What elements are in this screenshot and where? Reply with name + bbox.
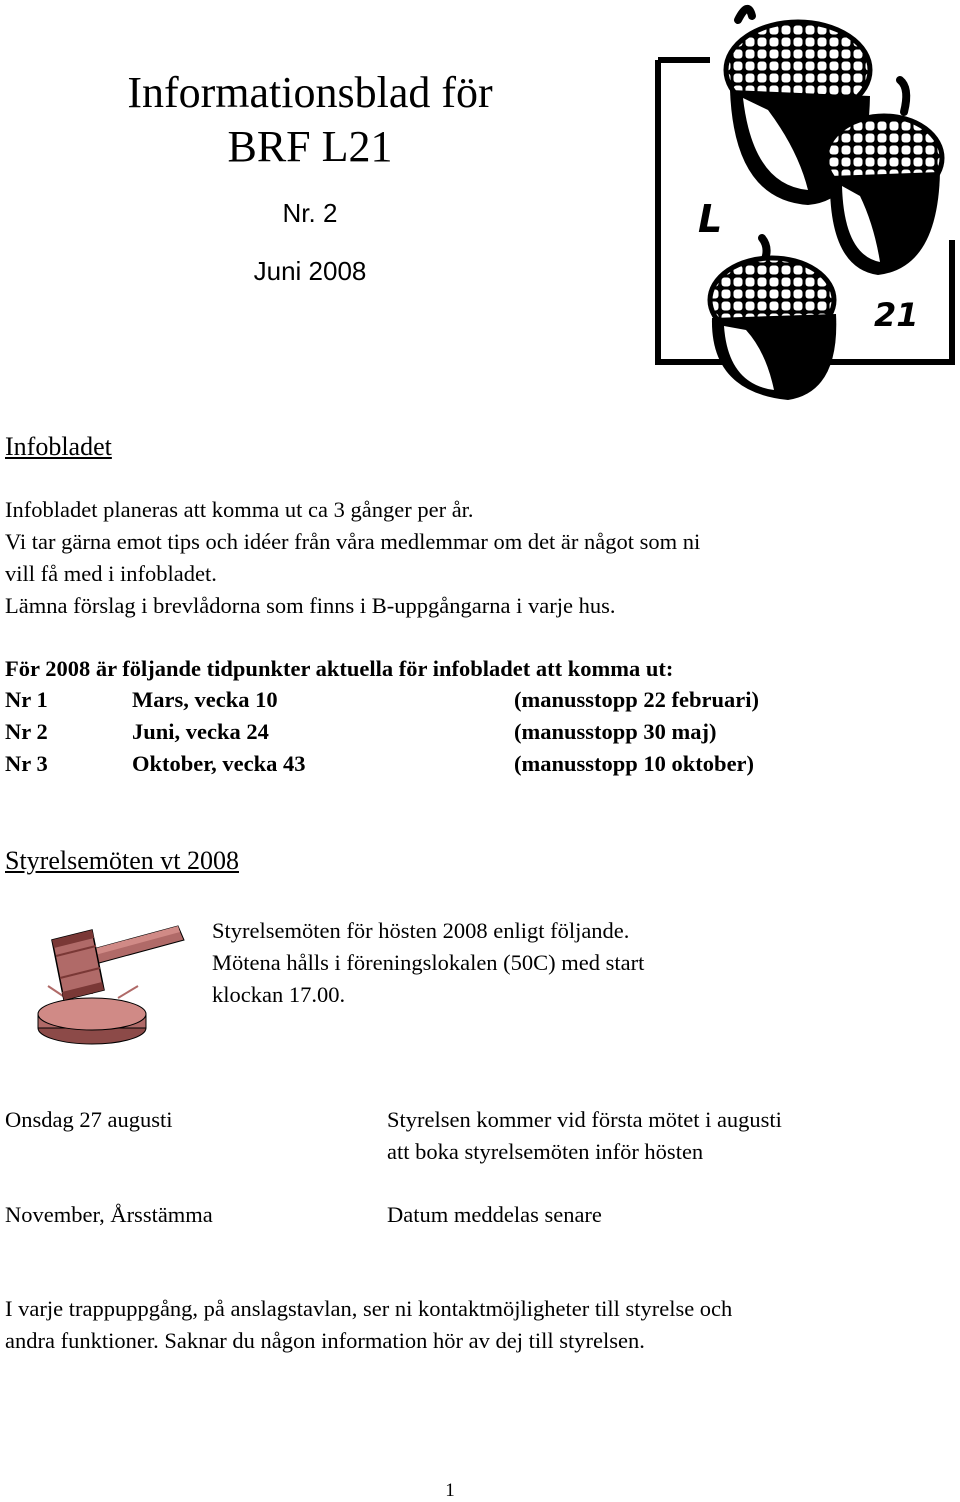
meeting-description [387,1199,602,1231]
styrelse-intro-line: Mötena hålls i föreningslokalen (50C) med start [212,950,645,975]
contact-paragraph [5,1293,732,1357]
header [60,66,560,174]
infobladet-heading: Infobladet [5,432,112,461]
meeting-description-line: Styrelsen kommer vid första mötet i augusti [387,1107,782,1132]
title-line-1: Informationsblad för [127,68,493,117]
infobladet-line: Vi tar gärna emot tips och idéer från våra medlemmar om det är något som ni [5,529,701,554]
page-title [60,66,560,174]
styrelse-intro-line: klockan 17.00. [212,982,346,1007]
infobladet-line: vill få med i infobladet. [5,561,217,586]
title-line-2: BRF L21 [227,122,393,171]
acorns-logo [648,0,960,412]
meeting-description-line: att boka styrelsemöten inför hösten [387,1139,704,1164]
meeting-description [387,1104,782,1168]
acorns-logo-icon [648,0,960,412]
infobladet-paragraph [5,494,700,622]
schedule-deadline: (manusstopp 10 oktober) [514,751,755,776]
contact-line: I varje trappuppgång, på anslagstavlan, ser ni kontaktmöjligheter till styrelse och [5,1296,733,1321]
issue-number: Nr. 2 [282,198,338,228]
contact-line: andra funktioner. Saknar du någon information hör av dej till styrelsen. [5,1328,645,1353]
schedule-nr: Nr 3 [5,751,48,776]
schedule-nr: Nr 1 [5,687,48,712]
logo-number: 21 [874,296,919,334]
schedule-when: Oktober, vecka 43 [132,751,306,776]
meeting-description-line: Datum meddelas senare [387,1202,602,1227]
gavel-icon [22,912,192,1057]
schedule-table [5,687,905,787]
styrelse-heading: Styrelsemöten vt 2008 [5,846,239,875]
issue-date: Juni 2008 [253,256,367,286]
logo-letter: L [698,197,723,241]
page-number: 1 [445,1480,455,1501]
schedule-deadline: (manusstopp 30 maj) [514,719,717,744]
meeting-date: Onsdag 27 augusti [5,1107,173,1132]
schedule-intro: För 2008 är följande tidpunkter aktuella för infobladet att komma ut: [5,656,674,681]
meeting-date: November, Årsstämma [5,1202,213,1227]
gavel-illustration [22,912,192,1057]
styrelse-intro [212,915,644,1011]
schedule-when: Juni, vecka 24 [132,719,269,744]
schedule-when: Mars, vecka 10 [132,687,278,712]
infobladet-line: Infobladet planeras att komma ut ca 3 gånger per år. [5,497,474,522]
schedule-deadline: (manusstopp 22 februari) [514,687,760,712]
schedule-nr: Nr 2 [5,719,48,744]
infobladet-line: Lämna förslag i brevlådorna som finns i B-uppgångarna i varje hus. [5,593,616,618]
styrelse-intro-line: Styrelsemöten för hösten 2008 enligt följande. [212,918,630,943]
